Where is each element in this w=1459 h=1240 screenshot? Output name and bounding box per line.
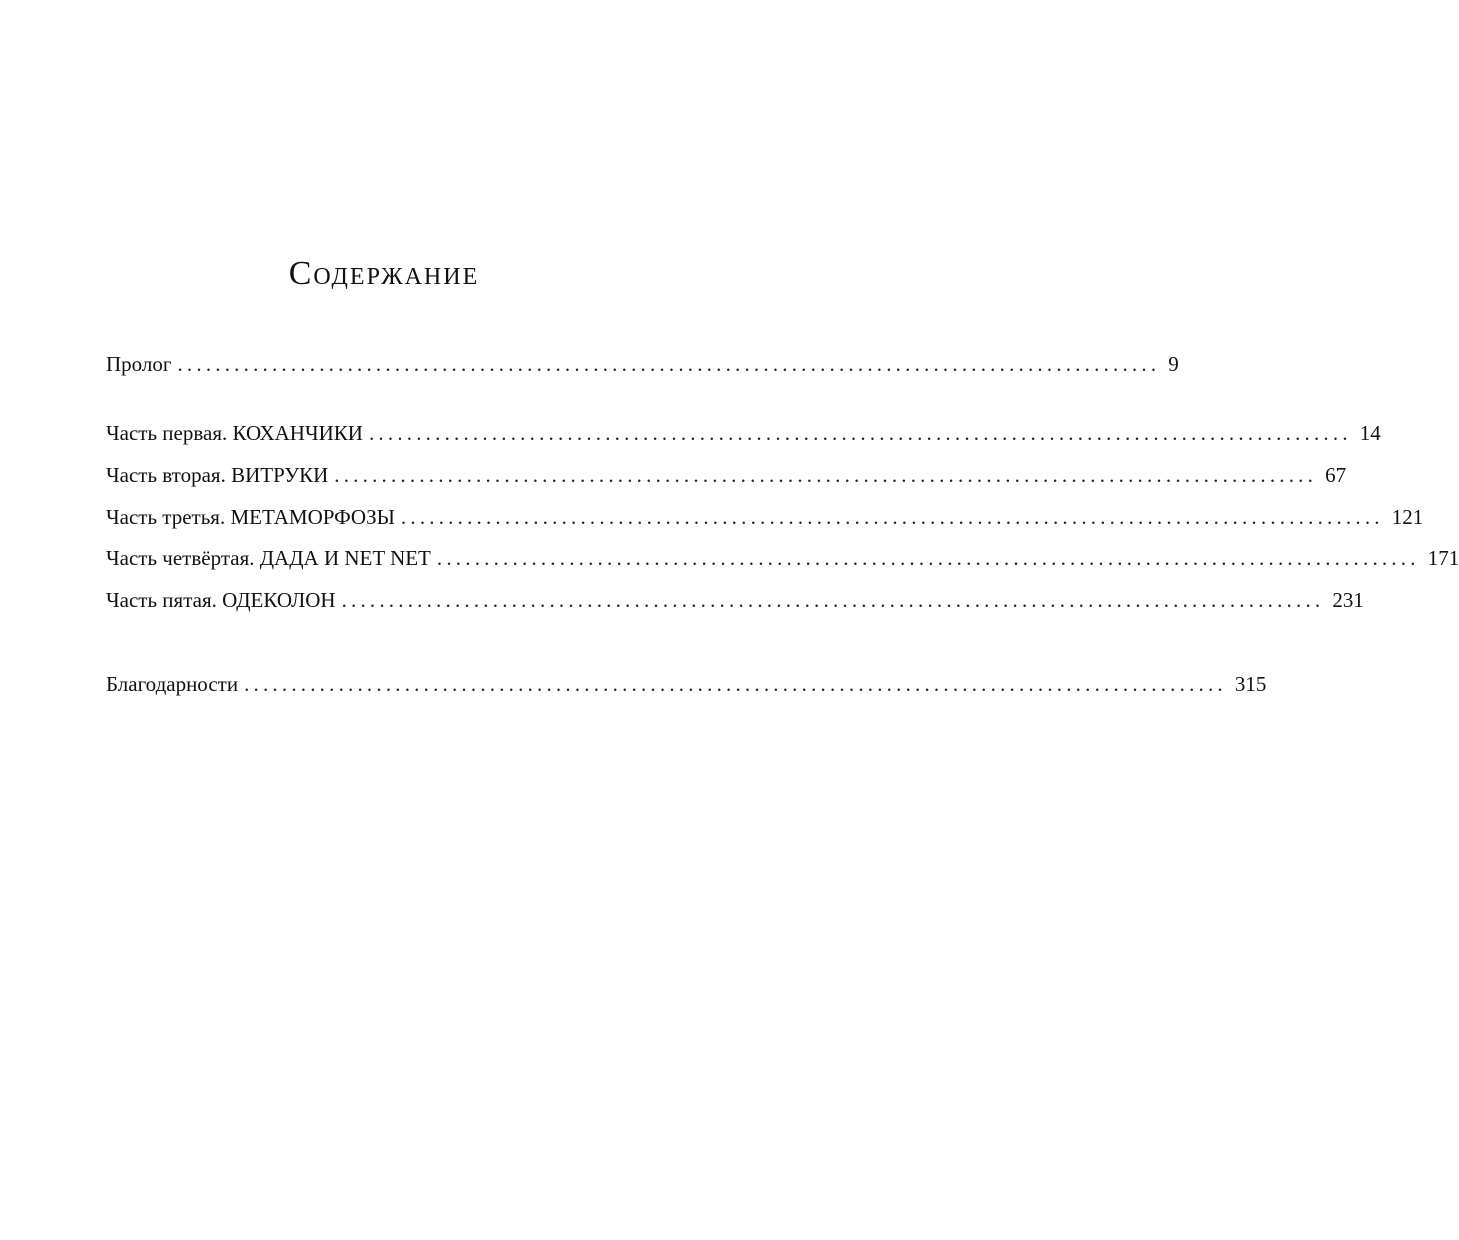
toc-entry-page-number: 67: [1325, 463, 1347, 487]
toc-entry-page-number: 121: [1391, 505, 1424, 529]
dot-leader: ........................................................................................................: [436, 546, 1420, 570]
toc-entry-acknowledgements[interactable]: [106, 669, 1267, 699]
toc-entry-page-number: 171: [1427, 546, 1459, 570]
toc-entry-page-number: 315: [1234, 672, 1267, 696]
toc-entry-label: Часть вторая. ВИТРУКИ: [106, 463, 329, 487]
toc-entry-part-5[interactable]: [106, 585, 1364, 615]
toc-entry-part-2[interactable]: [106, 460, 1347, 490]
dot-leader: ........................................................................................................: [334, 463, 1318, 487]
toc-entry-prologue[interactable]: [106, 349, 1179, 379]
toc-entry-part-4[interactable]: [106, 543, 1459, 573]
toc-entry-label: Часть четвёртая. ДАДА И NET NET: [106, 546, 431, 570]
dot-leader: ........................................................................................................: [341, 588, 1325, 612]
toc-entry-label: Часть третья. МЕТАМОРФОЗЫ: [106, 505, 395, 529]
dot-leader: ........................................................................................................: [368, 421, 1352, 445]
toc-entry-page-number: 14: [1359, 421, 1381, 445]
toc-entry-label: Пролог: [106, 352, 172, 376]
toc-entry-label: Часть пятая. ОДЕКОЛОН: [106, 588, 336, 612]
toc-entry-label: Благодарности: [106, 672, 239, 696]
dot-leader: ........................................................................................................: [400, 505, 1384, 529]
toc-entry-part-1[interactable]: [106, 418, 1381, 448]
toc-entry-part-3[interactable]: [106, 502, 1424, 532]
toc-entry-page-number: 231: [1332, 588, 1364, 612]
page-title: Содержание: [288, 255, 480, 292]
toc-entry-label: Часть первая. КОХАНЧИКИ: [106, 421, 363, 445]
toc-entry-page-number: 9: [1168, 352, 1179, 376]
dot-leader: ........................................................................................................: [244, 672, 1227, 696]
dot-leader: ........................................................................................................: [177, 352, 1161, 376]
